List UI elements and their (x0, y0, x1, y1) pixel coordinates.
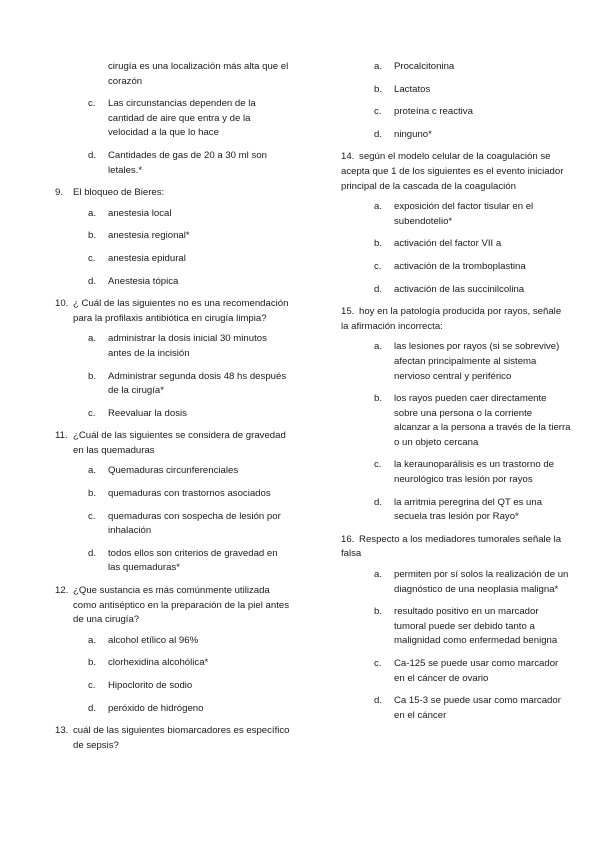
option-c (55, 407, 291, 422)
option-b (341, 605, 571, 649)
option-letter: c. (88, 510, 96, 522)
option-text: peróxido de hidrógeno (108, 702, 204, 714)
option-d (55, 702, 291, 717)
question-text: El bloqueo de Bieres: (73, 187, 165, 199)
option-letter: c. (88, 98, 96, 110)
option-a (341, 568, 571, 597)
option-c (341, 458, 571, 487)
option-text: Anestesia tópica (108, 275, 179, 287)
question-11 (55, 429, 291, 576)
option-a (55, 464, 291, 479)
option-b (55, 656, 291, 671)
option-text: la arritmia peregrina del QT es una secuela tras lesión por Rayo* (394, 496, 543, 523)
question-title (341, 150, 571, 194)
option-a (55, 207, 291, 222)
option-c (55, 97, 291, 141)
question-number: 16. (341, 533, 355, 545)
option-b (55, 229, 291, 244)
question-14 (341, 150, 571, 297)
question-title (55, 186, 291, 201)
option-letter: b. (374, 393, 383, 405)
option-text: Hipoclorito de sodio (108, 680, 193, 691)
option-a (55, 332, 291, 361)
option-text: clorhexidina alcohólica* (108, 657, 209, 669)
option-text: anestesia local (108, 207, 172, 219)
continuation-block-left (55, 60, 291, 178)
option-letter: c. (374, 459, 382, 471)
option-d (55, 547, 291, 576)
option-text: resultado positivo en un marcador tumoral puede ser debido tanto a malignidad como enfermedad benigna (394, 606, 558, 647)
option-letter: d. (88, 547, 97, 559)
option-letter: d. (88, 149, 97, 161)
option-a (341, 60, 571, 75)
option-d (341, 694, 571, 723)
option-letter: d. (88, 275, 97, 287)
question-number: 15. (341, 306, 355, 318)
option-letter: b. (374, 606, 383, 618)
option-text: Quemaduras circunferenciales (108, 465, 239, 477)
question-text: hoy en la patología producida por rayos, señale la afirmación incorrecta: (341, 306, 562, 332)
question-13 (55, 724, 291, 753)
option-text: activación de las succinilcolina (394, 283, 525, 295)
option-text: Lactatos (394, 83, 431, 95)
left-column (55, 60, 291, 760)
question-number: 12. (55, 585, 69, 597)
question-title (55, 429, 291, 458)
option-b (55, 370, 291, 399)
option-text: Ca-125 se puede usar como marcador en el cáncer de ovario (394, 658, 559, 684)
option-c (55, 510, 291, 539)
option-letter: b. (88, 488, 97, 500)
question-title (55, 724, 291, 753)
option-b (55, 487, 291, 502)
option-text: quemaduras con sospecha de lesión por inhalación (108, 510, 281, 537)
option-letter: a. (88, 465, 97, 477)
option-text: alcohol etílico al 96% (108, 634, 199, 646)
option-letter: c. (374, 106, 382, 118)
option-c (55, 252, 291, 267)
option-letter: d. (88, 702, 97, 714)
option-c (55, 679, 291, 694)
option-a (341, 340, 571, 384)
option-text: proteína c reactiva (394, 106, 473, 118)
question-text: Respecto a los mediadores tumorales señale la falsa (341, 533, 562, 560)
option-text: permiten por sí solos la realización de un diagnóstico de una neoplasia maligna* (394, 569, 569, 595)
continuation-block-right (341, 60, 571, 142)
option-text: los rayos pueden caer directamente sobre una persona o la corriente alcanzar a la persona a través de la tierra o un objeto cercana (394, 393, 571, 448)
option-c (341, 105, 571, 120)
option-text: administrar la dosis inicial 30 minutos antes de la incisión (108, 333, 267, 359)
option-letter: a. (88, 207, 97, 219)
option-text: Reevaluar la dosis (108, 407, 187, 419)
option-d (341, 283, 571, 298)
question-text: según el modelo celular de la coagulación se acepta que 1 de los siguientes es el evento iniciador principal de la cascada de la coagulación (341, 151, 564, 192)
question-number: 13. (55, 725, 69, 737)
option-c (341, 260, 571, 275)
option-text: exposición del factor tisular en el subendotelio* (394, 201, 534, 227)
option-continuation (55, 60, 291, 89)
option-text: todos ellos son criterios de gravedad en las quemaduras* (108, 547, 278, 574)
option-letter: d. (374, 496, 383, 508)
question-title (341, 305, 571, 334)
option-b (341, 392, 571, 450)
option-letter: a. (88, 634, 97, 646)
question-number: 10. (55, 298, 69, 310)
option-text: las lesiones por rayos (si se sobrevive) afectan principalmente al sistema nervioso central y periférico (394, 341, 560, 382)
option-letter: a. (88, 333, 97, 345)
question-number: 14. (341, 151, 355, 163)
option-text: Las circunstancias dependen de la cantidad de aire que entra y de la velocidad a la que lo hace (108, 98, 256, 139)
option-letter: d. (374, 695, 383, 707)
question-title (55, 584, 291, 628)
option-text: la keraunoparálisis es un trastorno de neurológico tras lesión por rayos (394, 459, 554, 486)
option-letter: a. (374, 341, 383, 353)
option-letter: a. (374, 569, 383, 581)
question-title (341, 533, 571, 562)
option-letter: d. (374, 283, 383, 295)
option-text: anestesia regional* (108, 230, 190, 242)
option-d (55, 275, 291, 290)
option-letter: c. (88, 680, 96, 691)
option-a (55, 634, 291, 649)
question-number: 9. (55, 187, 64, 199)
option-letter: b. (88, 230, 97, 242)
option-letter: c. (374, 260, 382, 272)
question-15 (341, 305, 571, 525)
question-text: ¿Que sustancia es más comúnmente utilizada como antiséptico en la preparación de la piel antes de una cirugía? (73, 585, 289, 626)
option-letter: c. (88, 252, 96, 264)
option-letter: b. (374, 238, 383, 250)
option-d (341, 496, 571, 525)
option-a (341, 200, 571, 229)
option-c (341, 657, 571, 686)
question-9 (55, 186, 291, 289)
option-letter: a. (374, 61, 383, 72)
option-letter: b. (374, 83, 383, 95)
option-text: anestesia epidural (108, 252, 186, 264)
question-text: ¿ Cuál de las siguientes no es una recomendación para la profilaxis antibiótica en cirugía limpia? (73, 298, 289, 324)
option-letter: d. (374, 128, 383, 140)
question-text: cuál de las siguientes biomarcadores es específico de sepsis? (73, 725, 290, 751)
option-letter: a. (374, 201, 383, 213)
option-letter: c. (374, 658, 382, 669)
question-12 (55, 584, 291, 716)
option-text: activación de la tromboplastina (394, 260, 526, 272)
option-text: cirugía es una localización más alta que el corazón (108, 61, 289, 87)
question-text: ¿Cuál de las siguientes se considera de gravedad en las quemaduras (73, 430, 286, 456)
option-d (55, 149, 291, 178)
option-d (341, 128, 571, 143)
right-column (341, 60, 571, 731)
option-letter: b. (88, 370, 97, 382)
question-number: 11. (55, 430, 68, 442)
question-title (55, 297, 291, 326)
option-text: Procalcitonina (394, 61, 455, 72)
option-text: Cantidades de gas de 20 a 30 ml son letales.* (108, 149, 267, 176)
option-text: activación del factor VII a (394, 238, 502, 250)
option-text: Ca 15-3 se puede usar como marcador en el cáncer (394, 695, 561, 721)
option-text: ninguno* (394, 128, 432, 140)
question-10 (55, 297, 291, 421)
option-b (341, 237, 571, 252)
question-16 (341, 533, 571, 724)
option-letter: b. (88, 657, 97, 669)
option-b (341, 83, 571, 98)
option-text: Administrar segunda dosis 48 hs después de la cirugía* (108, 370, 287, 397)
option-letter: c. (88, 407, 96, 419)
option-text: quemaduras con trastornos asociados (108, 488, 271, 500)
